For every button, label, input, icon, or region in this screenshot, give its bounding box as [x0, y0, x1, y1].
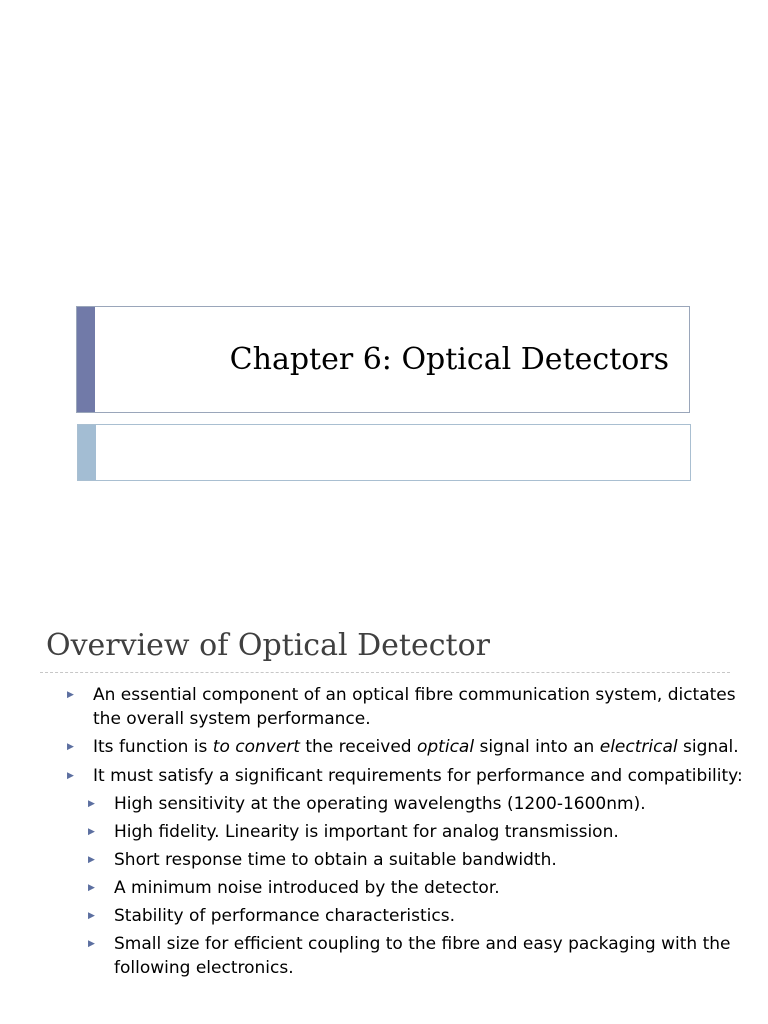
heading-divider: [40, 672, 730, 673]
list-item: [0, 765, 768, 789]
triangle-right-icon: ▶: [67, 690, 74, 700]
triangle-right-icon: ▶: [67, 742, 74, 752]
emphasis-text: electrical: [599, 737, 678, 757]
bullet-text: An essential component of an optical fibre communication system, dictates the overall system performance.: [93, 685, 736, 729]
bullet-text: signal.: [677, 737, 739, 757]
title-placeholder: [76, 306, 690, 413]
title-accent-bar: [77, 307, 95, 412]
triangle-right-icon: ▶: [88, 827, 95, 837]
triangle-right-icon: ▶: [88, 883, 95, 893]
sub-bullet-text: High sensitivity at the operating wavelengths (1200-1600nm).: [114, 794, 646, 814]
bullet-text: It must satisfy a significant requirements for performance and compatibility:: [93, 765, 743, 786]
triangle-right-icon: ▶: [88, 799, 95, 809]
sub-bullet-text: Stability of performance characteristics.: [114, 906, 456, 926]
triangle-right-icon: ▶: [88, 939, 95, 949]
triangle-right-icon: ▶: [67, 770, 74, 781]
subtitle-accent-bar: [78, 425, 96, 480]
slide-title: Chapter 6: Optical Detectors: [229, 342, 669, 377]
list-item: [0, 684, 768, 731]
subtitle-placeholder: [77, 424, 691, 481]
emphasis-text: optical: [416, 737, 475, 757]
sub-list-item: [0, 933, 768, 980]
sub-bullet-text: High fidelity. Linearity is important for analog transmission.: [114, 822, 619, 842]
list-item: [0, 736, 768, 760]
sub-bullet-text: Small size for efficient coupling to the fibre and easy packaging with the following electronics.: [114, 934, 731, 978]
triangle-right-icon: ▶: [88, 855, 95, 865]
sub-list-item: [0, 821, 768, 845]
bullet-list: [0, 684, 768, 985]
bullet-text: the received: [299, 737, 417, 757]
emphasis-text: to convert: [212, 737, 300, 757]
sub-list-item: [0, 877, 768, 901]
sub-bullet-text: Short response time to obtain a suitable bandwidth.: [114, 850, 557, 870]
triangle-right-icon: ▶: [88, 911, 95, 921]
sub-list-item: [0, 793, 768, 817]
bullet-text: signal into an: [474, 737, 600, 757]
overview-heading: Overview of Optical Detector: [46, 628, 490, 663]
sub-list-item: [0, 905, 768, 929]
sub-list-item: [0, 849, 768, 873]
bullet-text: Its function is: [93, 737, 213, 757]
sub-bullet-text: A minimum noise introduced by the detector.: [114, 878, 500, 898]
